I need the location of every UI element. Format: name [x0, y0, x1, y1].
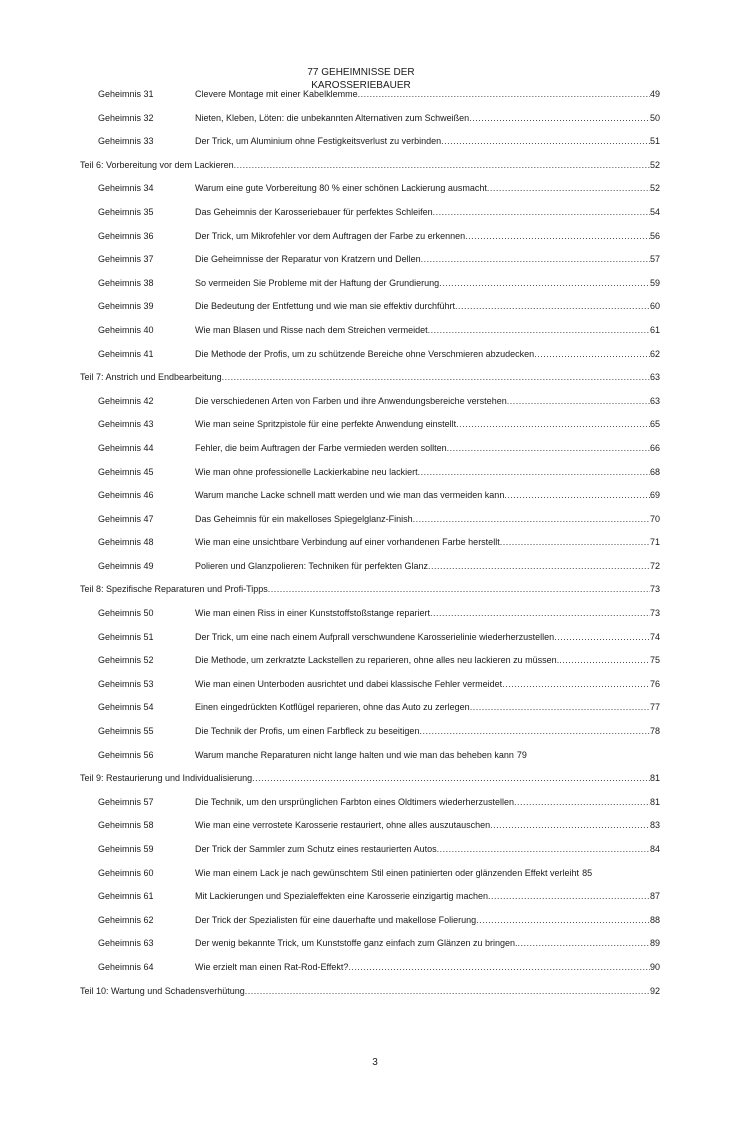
page-number: 3	[372, 1057, 378, 1068]
toc-title-line	[195, 867, 660, 879]
toc-page-number: 83	[649, 820, 660, 831]
toc-entry-row[interactable]	[80, 324, 660, 348]
toc-entry-row[interactable]	[80, 418, 660, 442]
toc-page-number: 85	[582, 867, 593, 878]
toc-title: Teil 9: Restaurierung und Individualisierung	[80, 773, 253, 784]
toc-title-line	[195, 348, 660, 360]
toc-entry-label: Geheimnis 46	[98, 490, 154, 501]
dot-leader	[430, 607, 650, 619]
toc-title: Die Methode, um zerkratzte Lackstellen zu reparieren, ohne alles neu lackieren zu müssen.	[195, 655, 560, 666]
dot-leader	[252, 772, 650, 784]
toc-title-line	[195, 678, 660, 690]
toc-entry-label: Geheimnis 33	[98, 136, 154, 147]
toc-title-line	[195, 206, 660, 218]
dot-leader	[358, 88, 650, 100]
toc-title: Teil 8: Spezifische Reparaturen und Profi-Tipps	[80, 584, 268, 595]
toc-title: Fehler, die beim Auftragen der Farbe vermieden werden sollten	[195, 442, 447, 453]
toc-entry-row[interactable]	[80, 466, 660, 490]
toc-title-line	[195, 418, 660, 430]
toc-page-number: 81	[649, 796, 660, 807]
toc-page-number: 81	[649, 773, 660, 784]
toc-page-number: 63	[649, 395, 660, 406]
toc-title-line	[195, 749, 660, 761]
toc-entry-label: Geheimnis 52	[98, 655, 154, 666]
toc-entry-row[interactable]	[80, 348, 660, 372]
toc-entry-row[interactable]	[80, 654, 660, 678]
toc-entry-row[interactable]	[80, 867, 660, 891]
toc-page-number: 77	[649, 702, 660, 713]
toc-entry-row[interactable]	[80, 395, 660, 419]
header-line-1: 77 GEHEIMNISSE DER	[307, 67, 415, 78]
toc-entry-label: Geheimnis 42	[98, 395, 154, 406]
toc-title: Die verschiedenen Arten von Farben und ihre Anwendungsbereiche verstehen	[195, 395, 507, 406]
dot-leader	[234, 159, 650, 171]
dot-leader	[456, 418, 650, 430]
toc-part-row[interactable]	[80, 371, 660, 395]
toc-title-line	[195, 395, 660, 407]
toc-entry-row[interactable]	[80, 513, 660, 537]
toc-title-line	[195, 513, 660, 525]
toc-title: Der Trick, um Mikrofehler vor dem Auftragen der Farbe zu erkennen	[195, 230, 466, 241]
toc-page-number: 87	[649, 891, 660, 902]
toc-entry-row[interactable]	[80, 230, 660, 254]
toc-page-number: 71	[649, 537, 660, 548]
toc-title: Mit Lackierungen und Spezialeffekten eine Karosserie einzigartig machen	[195, 891, 489, 902]
toc-page-number: 84	[649, 844, 660, 854]
toc-title-line	[195, 725, 660, 737]
toc-entry-row[interactable]	[80, 442, 660, 466]
toc-entry-row[interactable]	[80, 678, 660, 702]
toc-title-line	[195, 324, 660, 336]
toc-entry-row[interactable]	[80, 607, 660, 631]
toc-page-number: 63	[649, 372, 660, 383]
toc-title: Das Geheimnis der Karosseriebauer für perfektes Schleifen	[195, 206, 433, 217]
toc-title: Der Trick der Spezialisten für eine dauerhafte und makellose Folierung	[195, 914, 477, 925]
toc-entry-label: Geheimnis 31	[98, 89, 154, 99]
toc-title-line	[195, 961, 660, 973]
dot-leader	[502, 678, 650, 690]
dot-leader	[439, 277, 650, 289]
toc-entry-row[interactable]	[80, 631, 660, 655]
toc-entry-label: Geheimnis 64	[98, 961, 154, 972]
toc-page-number: 88	[649, 914, 660, 925]
toc-entry-row[interactable]	[80, 300, 660, 324]
dot-leader	[268, 583, 650, 595]
toc-page-number: 90	[649, 961, 660, 972]
toc-title-line	[195, 489, 660, 501]
toc-entry-label: Geheimnis 53	[98, 678, 154, 689]
toc-title-line	[80, 985, 660, 997]
toc-title: Der Trick, um eine nach einem Aufprall verschwundene Karosserielinie wiederherzustellen	[195, 631, 555, 642]
dot-leader	[469, 112, 650, 124]
dot-leader	[419, 725, 650, 737]
toc-entry-label: Geheimnis 61	[98, 891, 154, 902]
toc-entry-row[interactable]	[80, 206, 660, 230]
toc-entry-label: Geheimnis 41	[98, 348, 154, 359]
toc-entry-label: Geheimnis 45	[98, 466, 154, 477]
toc-page-number: 65	[649, 419, 660, 430]
toc-entry-label: Geheimnis 48	[98, 537, 154, 548]
toc-title: Wie man ohne professionelle Lackierkabine neu lackiert	[195, 466, 418, 477]
toc-title-line	[195, 253, 660, 265]
toc-entry-row[interactable]	[80, 112, 660, 136]
toc-entry-label: Geheimnis 55	[98, 726, 154, 737]
dot-leader	[518, 937, 650, 949]
toc-page-number: 68	[649, 466, 660, 477]
toc-entry-label: Geheimnis 51	[98, 631, 154, 642]
toc-title: Wie man eine unsichtbare Verbindung auf einer vorhandenen Farbe herstellt	[195, 537, 500, 548]
toc-title: Wie man einen Unterboden ausrichtet und dabei klassische Fehler vermeidet	[195, 678, 503, 689]
toc-entry-label: Geheimnis 59	[98, 844, 154, 854]
toc-title: Clevere Montage mit einer Kabelklemme	[195, 89, 358, 99]
dot-leader	[470, 701, 650, 713]
toc-entry-label: Geheimnis 50	[98, 608, 154, 619]
toc-page-number: 51	[649, 136, 660, 147]
toc-title: Die Technik der Profis, um einen Farbfleck zu beseitigen	[195, 726, 420, 737]
toc-title-line	[195, 796, 660, 808]
toc-page-number: 73	[649, 608, 660, 619]
toc-page-number: 52	[649, 183, 660, 194]
toc-entry-row[interactable]	[80, 135, 660, 159]
toc-entry-row[interactable]	[80, 749, 660, 773]
toc-title: Der wenig bekannte Trick, um Kunststoffe ganz einfach zum Glänzen zu bringen.	[195, 938, 518, 949]
toc-title-line	[80, 159, 660, 171]
toc-page-number: 78	[649, 726, 660, 737]
dot-leader	[348, 961, 650, 973]
toc-entry-label: Geheimnis 37	[98, 254, 154, 265]
toc-page-number: 74	[649, 631, 660, 642]
toc-part-row[interactable]	[80, 772, 660, 796]
toc-page-number: 61	[649, 324, 660, 335]
toc-entry-row[interactable]	[80, 88, 660, 112]
toc-part-row[interactable]	[80, 583, 660, 607]
dot-leader	[507, 395, 650, 407]
toc-title-line	[195, 300, 660, 312]
toc-title: Teil 7: Anstrich und Endbearbeitung	[80, 372, 222, 383]
dot-leader	[418, 466, 650, 478]
toc-title: Die Bedeutung der Entfettung und wie man sie effektiv durchführt	[195, 301, 455, 312]
toc-entry-row[interactable]	[80, 536, 660, 560]
toc-page-number: 79	[516, 749, 527, 760]
dot-leader	[487, 182, 650, 194]
dot-leader	[554, 631, 650, 643]
dot-leader	[437, 843, 650, 855]
toc-page-number: 89	[649, 938, 660, 949]
toc-title: Einen eingedrückten Kotflügel reparieren, ohne das Auto zu zerlegen	[195, 702, 470, 713]
toc-page-number: 60	[649, 301, 660, 312]
toc-entry-label: Geheimnis 63	[98, 938, 154, 949]
dot-leader	[421, 253, 650, 265]
toc-page-number: 66	[649, 442, 660, 453]
toc-title-line	[80, 371, 660, 383]
toc-title-line	[195, 914, 660, 926]
toc-page-number: 73	[649, 584, 660, 595]
toc-entry-label: Geheimnis 35	[98, 206, 154, 217]
toc-entry-label: Geheimnis 58	[98, 820, 154, 831]
toc-page-number: 72	[649, 560, 660, 571]
dot-leader	[441, 135, 650, 147]
toc-page-number: 57	[649, 254, 660, 265]
toc-entry-row[interactable]	[80, 701, 660, 725]
toc-title: Wie man eine verrostete Karosserie restauriert, ohne alles auszutauschen	[195, 820, 491, 831]
dot-leader	[413, 513, 650, 525]
toc-title-line	[195, 135, 660, 147]
toc-title: Das Geheimnis für ein makelloses Spiegelglanz-Finish	[195, 513, 413, 524]
toc-title-line	[195, 277, 660, 289]
toc-page-number: 52	[649, 159, 660, 170]
toc-page-number: 50	[649, 112, 660, 123]
toc-entry-row[interactable]	[80, 819, 660, 843]
toc-entry-label: Geheimnis 32	[98, 112, 154, 123]
toc-title: Warum eine gute Vorbereitung 80 % einer schönen Lackierung ausmacht	[195, 183, 487, 194]
toc-entry-label: Geheimnis 56	[98, 749, 154, 760]
toc-title-line	[80, 772, 660, 784]
toc-title-line	[195, 843, 660, 855]
dot-leader	[504, 489, 650, 501]
toc-entry-label: Geheimnis 44	[98, 442, 154, 453]
toc-page-number: 69	[649, 490, 660, 501]
toc-entry-row[interactable]	[80, 914, 660, 938]
toc-entry-row[interactable]	[80, 843, 660, 867]
toc-title: Warum manche Lacke schnell matt werden und wie man das vermeiden kann	[195, 490, 505, 501]
toc-entry-label: Geheimnis 39	[98, 301, 154, 312]
toc-entry-row[interactable]	[80, 937, 660, 961]
toc-entry-label: Geheimnis 60	[98, 867, 154, 878]
toc-entry-label: Geheimnis 34	[98, 183, 154, 194]
dot-leader	[500, 536, 650, 548]
toc-title-line	[195, 442, 660, 454]
dot-leader	[488, 890, 650, 902]
toc-title-line	[195, 536, 660, 548]
toc-title: Der Trick der Sammler zum Schutz eines restaurierten Autos	[195, 844, 437, 854]
toc-title-line	[195, 937, 660, 949]
toc-title-line	[195, 701, 660, 713]
toc-page-number: 62	[649, 348, 660, 359]
toc-title-line	[195, 819, 660, 831]
dot-leader	[455, 300, 650, 312]
toc-page-number: 59	[649, 277, 660, 288]
toc-page-number: 70	[649, 513, 660, 524]
toc-entry-label: Geheimnis 47	[98, 513, 154, 524]
toc-title-line	[195, 230, 660, 242]
toc-page-number: 56	[649, 230, 660, 241]
toc-entry-label: Geheimnis 36	[98, 230, 154, 241]
header-line-2: KAROSSERIEBAUER	[311, 80, 411, 91]
dot-leader	[514, 796, 650, 808]
toc-entry-label: Geheimnis 38	[98, 277, 154, 288]
toc-page-number: 92	[649, 985, 660, 996]
table-of-contents	[80, 88, 660, 1008]
toc-title: Wie man einem Lack je nach gewünschtem Stil einen patinierten oder glänzenden Effekt verleiht	[195, 867, 580, 878]
toc-title-line	[195, 112, 660, 124]
toc-title: Wie man seine Spritzpistole für eine perfekte Anwendung einstellt	[195, 419, 457, 430]
toc-part-row[interactable]	[80, 159, 660, 183]
toc-title-line	[195, 88, 660, 100]
toc-entry-label: Geheimnis 54	[98, 702, 154, 713]
toc-entry-label: Geheimnis 40	[98, 324, 154, 335]
toc-page-number: 54	[649, 206, 660, 217]
toc-entry-row[interactable]	[80, 277, 660, 301]
dot-leader	[559, 654, 650, 666]
toc-title: Die Technik, um den ursprünglichen Farbton eines Oldtimers wiederherzustellen	[195, 796, 514, 807]
toc-entry-label: Geheimnis 62	[98, 914, 154, 925]
toc-title: Nieten, Kleben, Löten: die unbekannten Alternativen zum Schweißen	[195, 112, 470, 123]
toc-page-number: 49	[649, 89, 660, 99]
toc-title-line	[195, 890, 660, 902]
toc-title-line	[195, 631, 660, 643]
dot-leader	[465, 230, 650, 242]
dot-leader	[428, 560, 650, 572]
toc-title: Teil 10: Wartung und Schadensverhütung	[80, 985, 245, 996]
toc-entry-row[interactable]	[80, 890, 660, 914]
toc-title: Wie erzielt man einen Rat-Rod-Effekt?	[195, 961, 349, 972]
dot-leader	[490, 819, 650, 831]
toc-entry-row[interactable]	[80, 560, 660, 584]
toc-title: Polieren und Glanzpolieren: Techniken für perfekten Glanz	[195, 560, 428, 571]
toc-entry-label: Geheimnis 57	[98, 796, 154, 807]
toc-title: Wie man Blasen und Risse nach dem Streichen vermeidet	[195, 324, 428, 335]
toc-page-number: 76	[649, 678, 660, 689]
toc-part-row[interactable]	[80, 985, 660, 1009]
dot-leader	[245, 985, 650, 997]
toc-title: Wie man einen Riss in einer Kunststoffstoßstange repariert	[195, 608, 430, 619]
toc-entry-row[interactable]	[80, 489, 660, 513]
toc-title-line	[195, 607, 660, 619]
toc-title: So vermeiden Sie Probleme mit der Haftung der Grundierung	[195, 277, 440, 288]
toc-entry-row[interactable]	[80, 961, 660, 985]
toc-entry-row[interactable]	[80, 182, 660, 206]
dot-leader	[428, 324, 650, 336]
toc-title: Der Trick, um Aluminium ohne Festigkeitsverlust zu verbinden	[195, 136, 442, 147]
toc-title: Die Geheimnisse der Reparatur von Kratzern und Dellen	[195, 254, 421, 265]
dot-leader	[476, 914, 650, 926]
toc-entry-row[interactable]	[80, 796, 660, 820]
toc-title-line	[195, 182, 660, 194]
dot-leader	[447, 442, 650, 454]
toc-title-line	[195, 560, 660, 572]
toc-entry-label: Geheimnis 43	[98, 419, 154, 430]
toc-title: Die Methode der Profis, um zu schützende Bereiche ohne Verschmieren abzudecken	[195, 348, 535, 359]
dot-leader	[433, 206, 650, 218]
toc-entry-row[interactable]	[80, 725, 660, 749]
dot-leader	[222, 371, 650, 383]
toc-title-line	[195, 466, 660, 478]
dot-leader	[534, 348, 650, 360]
toc-title: Warum manche Reparaturen nicht lange halten und wie man das beheben kann	[195, 749, 514, 760]
toc-title-line	[195, 654, 660, 666]
toc-page-number: 75	[649, 655, 660, 666]
toc-title-line	[80, 583, 660, 595]
toc-title: Teil 6: Vorbereitung vor dem Lackieren	[80, 159, 234, 170]
toc-entry-row[interactable]	[80, 253, 660, 277]
toc-entry-label: Geheimnis 49	[98, 560, 154, 571]
